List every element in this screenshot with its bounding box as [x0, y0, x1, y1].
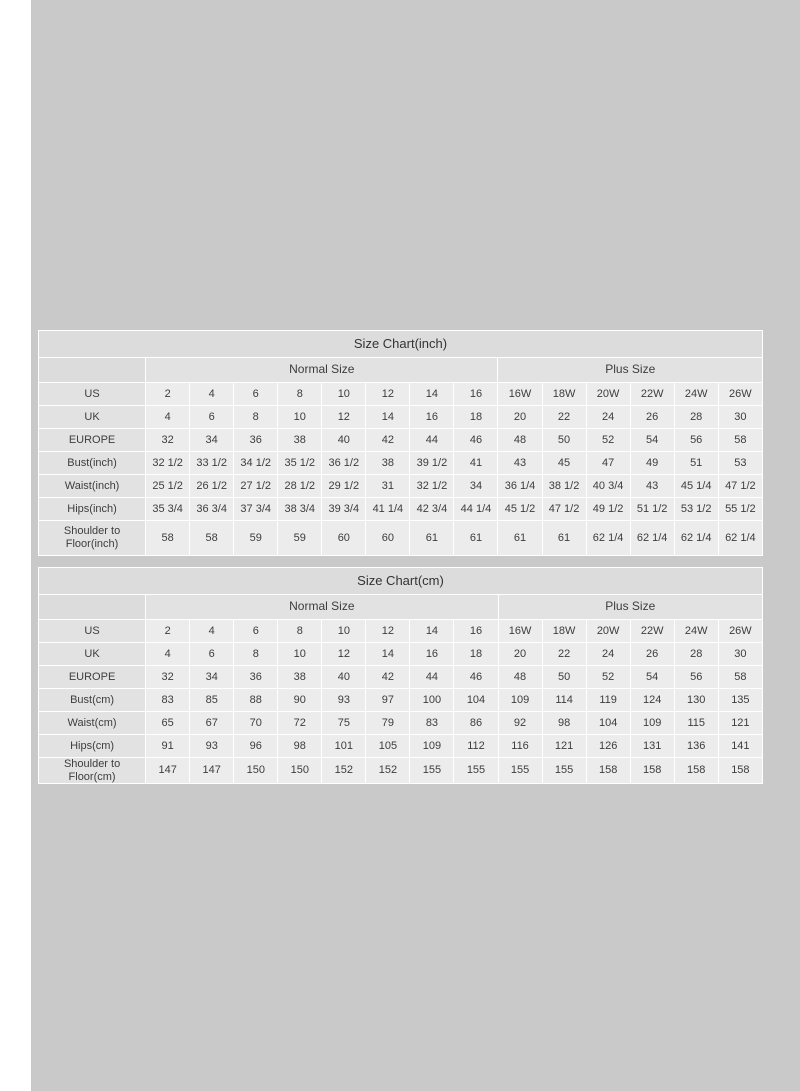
- cell: 18W: [542, 383, 586, 406]
- cell: 65: [146, 712, 190, 735]
- cell: 85: [190, 689, 234, 712]
- cell: 100: [410, 689, 454, 712]
- cell: 27 1/2: [234, 475, 278, 498]
- cell: 14: [366, 406, 410, 429]
- cell: 38 3/4: [278, 498, 322, 521]
- cell: 20: [498, 643, 542, 666]
- chart-title-row: [39, 331, 763, 358]
- cell: 60: [322, 521, 366, 556]
- cell: 26: [630, 643, 674, 666]
- cell: 79: [366, 712, 410, 735]
- row-label-uk: UK: [39, 406, 146, 429]
- table-row: [39, 383, 763, 406]
- group-header-normal: Normal Size: [146, 595, 498, 620]
- cell: 43: [498, 452, 542, 475]
- cell: 49 1/2: [586, 498, 630, 521]
- row-label-hips: Hips(cm): [39, 735, 146, 758]
- cell: 44 1/4: [454, 498, 498, 521]
- cell: 61: [542, 521, 586, 556]
- cell: 51 1/2: [630, 498, 674, 521]
- cell: 16W: [498, 383, 542, 406]
- cell: 88: [234, 689, 278, 712]
- cell: 147: [190, 758, 234, 784]
- group-header-plus: Plus Size: [498, 595, 762, 620]
- cell: 10: [278, 406, 322, 429]
- cell: 20W: [586, 620, 630, 643]
- cell: 158: [718, 758, 762, 784]
- cell: 34: [190, 666, 234, 689]
- cell: 38: [366, 452, 410, 475]
- size-chart-inch-table: [38, 330, 763, 556]
- cell: 58: [718, 666, 762, 689]
- cell: 60: [366, 521, 410, 556]
- cell: 61: [454, 521, 498, 556]
- size-chart-inch: [38, 330, 763, 556]
- cell: 30: [718, 406, 762, 429]
- cell: 70: [234, 712, 278, 735]
- cell: 158: [630, 758, 674, 784]
- cell: 24: [586, 643, 630, 666]
- cell: 47 1/2: [542, 498, 586, 521]
- cell: 24W: [674, 620, 718, 643]
- cell: 35 1/2: [278, 452, 322, 475]
- cell: 26W: [718, 383, 762, 406]
- cell: 6: [234, 383, 278, 406]
- cell: 62 1/4: [630, 521, 674, 556]
- cell: 54: [630, 666, 674, 689]
- table-row: [39, 521, 763, 556]
- cell: 34: [454, 475, 498, 498]
- cell: 135: [718, 689, 762, 712]
- cell: 62 1/4: [674, 521, 718, 556]
- row-label-hips: Hips(inch): [39, 498, 146, 521]
- cell: 8: [278, 383, 322, 406]
- cell: 8: [234, 643, 278, 666]
- cell: 141: [718, 735, 762, 758]
- cell: 59: [278, 521, 322, 556]
- cell: 42 3/4: [410, 498, 454, 521]
- cell: 158: [674, 758, 718, 784]
- cell: 6: [190, 643, 234, 666]
- cell: 62 1/4: [586, 521, 630, 556]
- cell: 56: [674, 666, 718, 689]
- cell: 22W: [630, 383, 674, 406]
- cell: 150: [278, 758, 322, 784]
- table-row: [39, 429, 763, 452]
- cell: 12: [366, 620, 410, 643]
- cell: 59: [234, 521, 278, 556]
- row-label-bust: Bust(cm): [39, 689, 146, 712]
- cell: 14: [410, 620, 454, 643]
- cell: 98: [542, 712, 586, 735]
- cell: 124: [630, 689, 674, 712]
- cell: 38: [278, 429, 322, 452]
- cell: 51: [674, 452, 718, 475]
- cell: 25 1/2: [146, 475, 190, 498]
- corner-blank-cell: [39, 358, 146, 383]
- cell: 92: [498, 712, 542, 735]
- cell: 34 1/2: [234, 452, 278, 475]
- cell: 53: [718, 452, 762, 475]
- cell: 116: [498, 735, 542, 758]
- cell: 54: [630, 429, 674, 452]
- cell: 91: [146, 735, 190, 758]
- cell: 42: [366, 666, 410, 689]
- cell: 45 1/4: [674, 475, 718, 498]
- cell: 158: [586, 758, 630, 784]
- chart-group-row: [39, 595, 763, 620]
- cell: 62 1/4: [718, 521, 762, 556]
- cell: 152: [366, 758, 410, 784]
- cell: 126: [586, 735, 630, 758]
- cell: 10: [278, 643, 322, 666]
- cell: 4: [146, 643, 190, 666]
- cell: 58: [190, 521, 234, 556]
- cell: 147: [146, 758, 190, 784]
- chart-title-row: [39, 568, 763, 595]
- cell: 130: [674, 689, 718, 712]
- cell: 16: [410, 643, 454, 666]
- group-header-plus: Plus Size: [498, 358, 763, 383]
- cell: 36: [234, 666, 278, 689]
- cell: 33 1/2: [190, 452, 234, 475]
- cell: 155: [542, 758, 586, 784]
- row-label-shoulder-to-floor: Shoulder to Floor(cm): [39, 758, 146, 784]
- cell: 10: [322, 383, 366, 406]
- cell: 53 1/2: [674, 498, 718, 521]
- cell: 32: [146, 429, 190, 452]
- cell: 86: [454, 712, 498, 735]
- cell: 31: [366, 475, 410, 498]
- cell: 114: [542, 689, 586, 712]
- cell: 47 1/2: [718, 475, 762, 498]
- cell: 39 1/2: [410, 452, 454, 475]
- row-label-europe: EUROPE: [39, 666, 146, 689]
- cell: 26: [630, 406, 674, 429]
- cell: 29 1/2: [322, 475, 366, 498]
- cell: 121: [542, 735, 586, 758]
- cell: 61: [498, 521, 542, 556]
- cell: 2: [146, 620, 190, 643]
- table-row: [39, 689, 763, 712]
- cell: 150: [234, 758, 278, 784]
- cell: 105: [366, 735, 410, 758]
- cell: 50: [542, 666, 586, 689]
- cell: 45: [542, 452, 586, 475]
- cell: 46: [454, 429, 498, 452]
- cell: 36 1/2: [322, 452, 366, 475]
- cell: 16: [454, 620, 498, 643]
- cell: 6: [190, 406, 234, 429]
- table-row: [39, 643, 763, 666]
- cell: 56: [674, 429, 718, 452]
- cell: 4: [190, 620, 234, 643]
- cell: 36: [234, 429, 278, 452]
- cell: 58: [146, 521, 190, 556]
- cell: 46: [454, 666, 498, 689]
- cell: 96: [234, 735, 278, 758]
- cell: 155: [454, 758, 498, 784]
- cell: 12: [322, 406, 366, 429]
- cell: 28 1/2: [278, 475, 322, 498]
- cell: 112: [454, 735, 498, 758]
- size-chart-cm-table: [38, 567, 763, 784]
- cell: 40: [322, 666, 366, 689]
- cell: 58: [718, 429, 762, 452]
- cell: 72: [278, 712, 322, 735]
- row-label-europe: EUROPE: [39, 429, 146, 452]
- cell: 26W: [718, 620, 762, 643]
- cell: 4: [190, 383, 234, 406]
- cell: 4: [146, 406, 190, 429]
- cell: 24W: [674, 383, 718, 406]
- cell: 90: [278, 689, 322, 712]
- group-header-normal: Normal Size: [146, 358, 498, 383]
- cell: 48: [498, 429, 542, 452]
- cell: 49: [630, 452, 674, 475]
- cell: 38: [278, 666, 322, 689]
- row-label-us: US: [39, 383, 146, 406]
- cell: 48: [498, 666, 542, 689]
- cell: 20W: [586, 383, 630, 406]
- corner-blank-cell: [39, 595, 146, 620]
- size-chart-cm: [38, 567, 763, 784]
- cell: 16: [410, 406, 454, 429]
- cell: 14: [366, 643, 410, 666]
- cell: 45 1/2: [498, 498, 542, 521]
- cell: 83: [146, 689, 190, 712]
- cell: 42: [366, 429, 410, 452]
- cell: 38 1/2: [542, 475, 586, 498]
- cell: 52: [586, 429, 630, 452]
- cell: 119: [586, 689, 630, 712]
- cell: 37 3/4: [234, 498, 278, 521]
- cell: 155: [498, 758, 542, 784]
- cell: 115: [674, 712, 718, 735]
- cell: 12: [366, 383, 410, 406]
- table-row: [39, 475, 763, 498]
- cell: 83: [410, 712, 454, 735]
- table-row: [39, 498, 763, 521]
- row-label-waist: Waist(cm): [39, 712, 146, 735]
- cell: 98: [278, 735, 322, 758]
- cell: 40: [322, 429, 366, 452]
- cell: 43: [630, 475, 674, 498]
- cell: 47: [586, 452, 630, 475]
- cell: 36 3/4: [190, 498, 234, 521]
- cell: 152: [322, 758, 366, 784]
- cell: 8: [278, 620, 322, 643]
- cell: 109: [498, 689, 542, 712]
- cell: 41 1/4: [366, 498, 410, 521]
- cell: 104: [586, 712, 630, 735]
- cell: 24: [586, 406, 630, 429]
- cell: 14: [410, 383, 454, 406]
- cell: 20: [498, 406, 542, 429]
- cell: 44: [410, 429, 454, 452]
- cell: 34: [190, 429, 234, 452]
- table-row: [39, 666, 763, 689]
- cell: 109: [630, 712, 674, 735]
- cell: 55 1/2: [718, 498, 762, 521]
- cell: 131: [630, 735, 674, 758]
- table-row: [39, 735, 763, 758]
- cell: 61: [410, 521, 454, 556]
- cell: 67: [190, 712, 234, 735]
- cell: 6: [234, 620, 278, 643]
- cell: 22: [542, 643, 586, 666]
- cell: 32 1/2: [410, 475, 454, 498]
- cell: 35 3/4: [146, 498, 190, 521]
- row-label-uk: UK: [39, 643, 146, 666]
- table-row: [39, 712, 763, 735]
- size-charts-container: [38, 330, 763, 784]
- cell: 16W: [498, 620, 542, 643]
- cell: 101: [322, 735, 366, 758]
- table-row: [39, 406, 763, 429]
- cell: 109: [410, 735, 454, 758]
- cell: 32: [146, 666, 190, 689]
- cell: 93: [190, 735, 234, 758]
- cell: 22: [542, 406, 586, 429]
- cell: 30: [718, 643, 762, 666]
- cell: 12: [322, 643, 366, 666]
- cell: 97: [366, 689, 410, 712]
- table-row: [39, 620, 763, 643]
- cell: 18: [454, 643, 498, 666]
- cell: 16: [454, 383, 498, 406]
- cell: 39 3/4: [322, 498, 366, 521]
- cell: 2: [146, 383, 190, 406]
- table-row: [39, 758, 763, 784]
- chart-group-row: [39, 358, 763, 383]
- chart-title: Size Chart(inch): [39, 331, 763, 358]
- chart-separator: [38, 556, 763, 567]
- chart-title: Size Chart(cm): [39, 568, 763, 595]
- cell: 28: [674, 643, 718, 666]
- row-label-us: US: [39, 620, 146, 643]
- cell: 40 3/4: [586, 475, 630, 498]
- cell: 44: [410, 666, 454, 689]
- cell: 121: [718, 712, 762, 735]
- cell: 75: [322, 712, 366, 735]
- cell: 93: [322, 689, 366, 712]
- cell: 52: [586, 666, 630, 689]
- cell: 36 1/4: [498, 475, 542, 498]
- cell: 10: [322, 620, 366, 643]
- row-label-waist: Waist(inch): [39, 475, 146, 498]
- cell: 32 1/2: [146, 452, 190, 475]
- row-label-shoulder-to-floor: Shoulder to Floor(inch): [39, 521, 146, 556]
- cell: 18W: [542, 620, 586, 643]
- cell: 104: [454, 689, 498, 712]
- cell: 8: [234, 406, 278, 429]
- cell: 26 1/2: [190, 475, 234, 498]
- cell: 22W: [630, 620, 674, 643]
- cell: 18: [454, 406, 498, 429]
- cell: 136: [674, 735, 718, 758]
- cell: 50: [542, 429, 586, 452]
- row-label-bust: Bust(inch): [39, 452, 146, 475]
- table-row: [39, 452, 763, 475]
- cell: 155: [410, 758, 454, 784]
- cell: 28: [674, 406, 718, 429]
- cell: 41: [454, 452, 498, 475]
